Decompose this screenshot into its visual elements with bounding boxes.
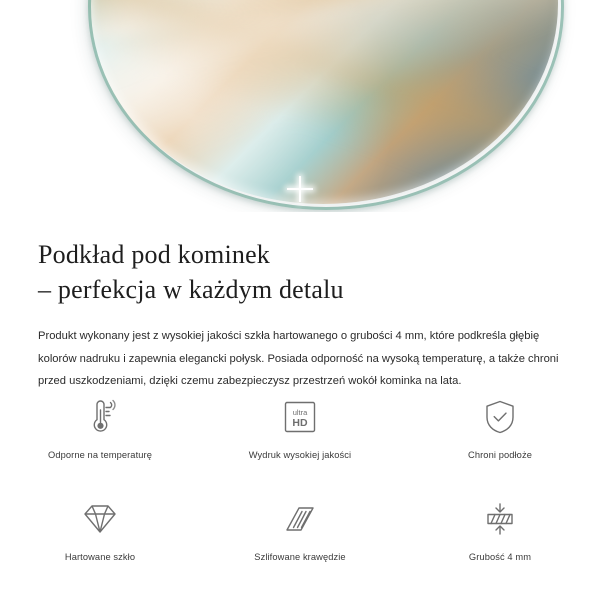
feature-row-divider xyxy=(0,460,600,490)
feature-label: Chroni podłoże xyxy=(468,450,532,460)
page-title-line-2: – perfekcja w każdym detalu xyxy=(38,274,344,304)
feature-tempered-glass xyxy=(0,490,200,562)
description-paragraph: Produkt wykonany jest z wysokiej jakości szkła hartowanego o grubości 4 mm, które podkreśla głębię kolorów nadruku i zapewnia elegancki połysk. Posiada odporność na wysoką temperaturę, a także chroni przed uszkodzeniami, dzięki czemu zabezpieczysz przestrzeń wokół kominka na lata. xyxy=(38,330,559,387)
feature-print-quality xyxy=(200,388,400,460)
feature-grid xyxy=(0,388,600,562)
svg-text:HD: HD xyxy=(292,417,308,429)
glass-plate-image xyxy=(88,0,558,204)
svg-text:ultra: ultra xyxy=(292,408,308,417)
diamond-icon xyxy=(77,496,123,542)
hero-image xyxy=(0,0,600,212)
feature-row-bottom xyxy=(0,490,600,562)
feature-polished-edges xyxy=(200,490,400,562)
feature-label: Szlifowane krawędzie xyxy=(254,552,346,562)
feature-row-top xyxy=(0,388,600,460)
feature-thickness xyxy=(400,490,600,562)
ultra-hd-icon xyxy=(277,394,323,440)
feature-protects-surface xyxy=(400,388,600,460)
thickness-arrows-icon xyxy=(477,496,523,542)
thermometer-icon xyxy=(77,394,123,440)
feature-label: Grubość 4 mm xyxy=(468,552,532,562)
feature-label: Wydruk wysokiej jakości xyxy=(248,450,352,460)
page-title xyxy=(38,238,558,307)
shield-check-icon xyxy=(477,394,523,440)
polished-edges-icon xyxy=(277,496,323,542)
feature-label: Hartowane szkło xyxy=(64,552,136,562)
feature-temperature xyxy=(0,388,200,460)
text-content xyxy=(0,212,600,392)
page-title-line-1: Podkład pod kominek xyxy=(38,240,271,269)
feature-label: Odporne na temperaturę xyxy=(47,450,152,460)
